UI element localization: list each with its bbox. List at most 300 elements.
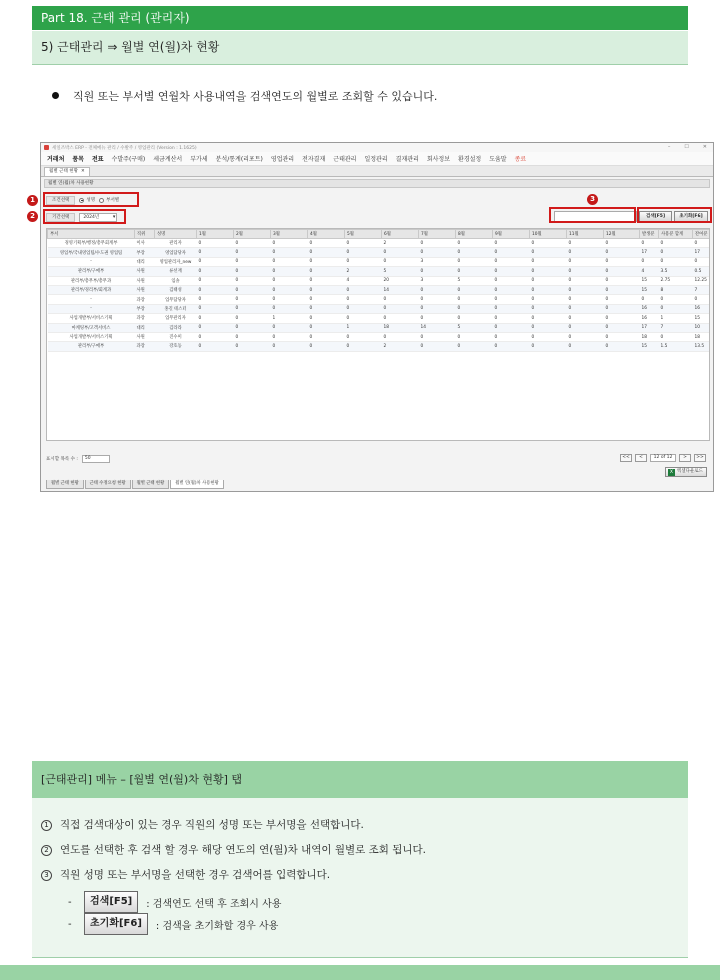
table-cell: 17 [693, 248, 711, 257]
table-cell: 0 [456, 314, 493, 323]
table-row[interactable] [48, 342, 711, 351]
table-cell: 0 [659, 257, 693, 266]
table-footer [46, 454, 710, 464]
part-title: Part 18. 근태 관리 (관리자) [32, 6, 688, 30]
first-page-button[interactable]: << [620, 454, 632, 462]
table-row[interactable] [48, 276, 711, 285]
table-cell: 0 [530, 314, 567, 323]
table-cell: 0 [419, 314, 456, 323]
table-cell: 0 [493, 267, 530, 276]
table-cell: 0 [308, 239, 345, 248]
column-header[interactable]: 12월 [604, 230, 640, 239]
table-cell: 2 [345, 267, 382, 276]
table-cell: 0 [604, 342, 640, 351]
table-cell: 0.5 [693, 267, 711, 276]
column-header[interactable]: 성명 [155, 230, 197, 239]
page-size-select[interactable]: 50 [82, 455, 110, 463]
table-cell: 0 [604, 248, 640, 257]
table-cell: 5 [456, 276, 493, 285]
radio-name-label: 성명 [86, 198, 96, 203]
table-cell: 0 [345, 332, 382, 341]
circled-number: 3 [41, 870, 52, 881]
page-size-label: 표시할 목록 수 : [46, 457, 78, 462]
table-cell: - [48, 257, 135, 266]
table-cell: 0 [234, 257, 271, 266]
table-cell: 대리 [135, 323, 155, 332]
table-cell: 14 [419, 323, 456, 332]
column-header[interactable]: 발생분 [640, 230, 659, 239]
column-header[interactable]: 잔여분 [693, 230, 711, 239]
table-cell: 0 [659, 248, 693, 257]
column-header[interactable]: 1월 [197, 230, 234, 239]
tab-monthly-attendance-2[interactable]: 월별 근태 현황 [132, 480, 170, 489]
table-header-row [48, 230, 711, 239]
callout-box-period [43, 209, 126, 224]
table-cell: 8 [659, 285, 693, 294]
table-cell: 0 [567, 257, 604, 266]
menu-item-payment[interactable]: 결재관리 [395, 156, 419, 163]
legend-search-button: 검색[F5] [84, 891, 138, 913]
table-cell: 0 [456, 239, 493, 248]
table-cell: 이사 [135, 239, 155, 248]
intro-line [52, 88, 437, 104]
table-cell: 0 [197, 342, 234, 351]
table-row[interactable] [48, 304, 711, 313]
table-cell: 0 [659, 332, 693, 341]
table-cell: 0 [234, 323, 271, 332]
table-cell: 2 [382, 342, 419, 351]
table-cell: 0 [493, 314, 530, 323]
table-cell: 관리부/경리부/회계과 [48, 285, 135, 294]
table-cell: 0 [271, 267, 308, 276]
description-item-2 [41, 842, 426, 857]
table-cell: 0 [271, 295, 308, 304]
menu-item-help[interactable]: 도움말 [489, 156, 507, 163]
table-cell: 0 [659, 239, 693, 248]
table-cell: 0 [659, 304, 693, 313]
table-cell: 홍길 테스터 [155, 304, 197, 313]
legend-reset [68, 913, 278, 935]
callout-badge-3: 3 [587, 194, 598, 205]
table-cell: 0 [234, 342, 271, 351]
table-cell: 0 [419, 304, 456, 313]
column-header[interactable]: 11월 [567, 230, 604, 239]
table-cell: 0 [693, 239, 711, 248]
table-cell: 0 [604, 332, 640, 341]
column-header[interactable]: 7월 [419, 230, 456, 239]
table-cell: 0 [419, 239, 456, 248]
prev-page-button[interactable]: < [635, 454, 647, 462]
description-text: 연도를 선택한 후 검색 할 경우 해당 연도의 연(월)차 내역이 월별로 조회 됩니다. [60, 844, 427, 856]
table-cell: 0 [567, 285, 604, 294]
table-cell: 0 [567, 267, 604, 276]
circled-number: 1 [41, 820, 52, 831]
table-cell: 0 [493, 332, 530, 341]
table-cell: 김태성 [155, 285, 197, 294]
table-cell: 0 [567, 248, 604, 257]
table-cell: 0 [567, 314, 604, 323]
column-header[interactable]: 부서 [48, 230, 135, 239]
menu-item-clients[interactable]: 거래처 [47, 156, 65, 163]
pagination [620, 454, 706, 462]
next-page-button[interactable]: > [679, 454, 691, 462]
table-cell: 0 [604, 257, 640, 266]
table-cell: 사원 [135, 332, 155, 341]
table-cell: 대리 [135, 257, 155, 266]
legend-search-text: : 검색연도 선택 후 조회시 사용 [146, 898, 282, 910]
legend-reset-text: : 검색을 초기화할 경우 사용 [155, 920, 279, 932]
table-cell: 0 [693, 295, 711, 304]
table-cell: 0 [604, 295, 640, 304]
table-cell: 관리부/총무부/총무과 [48, 276, 135, 285]
table-cell: 0 [345, 304, 382, 313]
menu-item-exit[interactable]: 종료 [514, 156, 527, 163]
table-cell: 0 [530, 276, 567, 285]
table-row[interactable] [48, 323, 711, 332]
table-cell: 0 [234, 285, 271, 294]
leave-table-grid [46, 228, 710, 441]
table-cell: 0 [530, 295, 567, 304]
table-row[interactable] [48, 332, 711, 341]
table-cell: 0 [419, 285, 456, 294]
table-row[interactable] [48, 285, 711, 294]
description-panel [32, 798, 688, 958]
table-cell: 0 [456, 304, 493, 313]
minimize-icon[interactable]: – [667, 144, 671, 150]
table-cell: 20 [382, 276, 419, 285]
menu-item-sales[interactable]: 영업관리 [270, 156, 295, 163]
table-cell: 0 [197, 314, 234, 323]
table-cell: 0 [308, 332, 345, 341]
last-page-button[interactable]: >> [694, 454, 706, 462]
table-cell: 12.25 [693, 276, 711, 285]
table-cell: 0 [197, 285, 234, 294]
table-cell: 0 [345, 314, 382, 323]
table-cell: 4 [640, 267, 659, 276]
table-cell: 0 [604, 276, 640, 285]
column-header[interactable]: 10월 [530, 230, 567, 239]
table-cell: 0 [419, 267, 456, 276]
table-cell: 0 [382, 332, 419, 341]
table-cell: 15 [640, 276, 659, 285]
reset-button[interactable]: 초기화[F6] [674, 211, 708, 222]
menu-item-reports[interactable]: 분석/통계(리포트) [215, 156, 263, 163]
table-cell: 부장 [135, 248, 155, 257]
table-cell: 0 [197, 248, 234, 257]
page-info: 12 of 12 [650, 454, 676, 462]
menu-item-attendance[interactable]: 근태관리 [333, 156, 357, 163]
legend-search [68, 891, 281, 913]
legend-reset-button: 초기화[F6] [84, 913, 148, 935]
menu-item-schedule[interactable]: 일정관리 [364, 156, 388, 163]
excel-icon: X [669, 469, 673, 475]
table-cell: 진수미 [155, 332, 197, 341]
table-cell: 0 [271, 257, 308, 266]
menu-item-orders[interactable]: 수발주(구매) [111, 156, 146, 163]
table-row[interactable] [48, 267, 711, 276]
document-tab-strip [41, 166, 713, 177]
table-cell: 16 [693, 304, 711, 313]
table-cell: 0 [382, 257, 419, 266]
section-title: 5) 근태관리 ⇒ 월별 연(월)차 현황 [32, 31, 688, 65]
table-cell: 0 [493, 257, 530, 266]
description-text: 직원 성명 또는 부서명을 선택한 경우 검색어를 입력합니다. [60, 869, 331, 881]
table-cell: 3.5 [659, 267, 693, 276]
description-item-1 [41, 817, 364, 832]
table-cell: 0 [197, 257, 234, 266]
table-cell: 7 [693, 285, 711, 294]
table-cell: 0 [345, 285, 382, 294]
table-cell: 0 [693, 257, 711, 266]
table-cell: 사업개발부/서비스기획 [48, 314, 135, 323]
table-cell: 영업관리자_new [155, 257, 197, 266]
table-cell: 부장 [135, 304, 155, 313]
table-cell: 0 [493, 295, 530, 304]
table-cell: 2.75 [659, 276, 693, 285]
year-select[interactable]: 2024년 ▾ [79, 213, 117, 222]
table-cell: 0 [567, 276, 604, 285]
table-cell: 0 [382, 295, 419, 304]
column-header[interactable]: 6월 [382, 230, 419, 239]
table-cell: 0 [308, 314, 345, 323]
maximize-icon[interactable]: ☐ [684, 144, 689, 150]
table-cell: 0 [308, 295, 345, 304]
table-cell: 0 [345, 248, 382, 257]
table-cell: 0 [234, 332, 271, 341]
table-cell: 0 [234, 304, 271, 313]
table-cell: 0 [308, 257, 345, 266]
menu-item-items[interactable]: 품목 [72, 156, 84, 163]
table-cell: 0 [530, 257, 567, 266]
table-cell: 0 [345, 342, 382, 351]
column-header[interactable]: 3월 [271, 230, 308, 239]
table-cell: 0 [308, 342, 345, 351]
screen-subtitle: 월별 연(월)차 사용현황 [44, 179, 710, 188]
table-cell: 7 [659, 323, 693, 332]
table-cell: 0 [530, 285, 567, 294]
table-cell: 17 [640, 248, 659, 257]
table-cell: 0 [308, 276, 345, 285]
table-cell: 영업담당자 [155, 248, 197, 257]
table-cell: 0 [419, 248, 456, 257]
table-cell: 과장 [135, 314, 155, 323]
table-cell: 18 [640, 332, 659, 341]
table-cell: 5 [456, 323, 493, 332]
menu-item-slips[interactable]: 전표 [91, 156, 104, 163]
column-header[interactable]: 8월 [456, 230, 493, 239]
table-cell: 류선재 [155, 267, 197, 276]
table-cell: 0 [308, 304, 345, 313]
table-cell: 과장 [135, 342, 155, 351]
column-header[interactable]: 9월 [493, 230, 530, 239]
table-cell: 0 [308, 267, 345, 276]
table-cell: 임솔 [155, 276, 197, 285]
tab-monthly-leave-usage[interactable]: 월별 연(월)차 사용현황 [170, 480, 223, 489]
search-button[interactable]: 검색[F5] [639, 211, 672, 222]
table-cell: 강호동 [155, 342, 197, 351]
table-row[interactable] [48, 314, 711, 323]
table-cell: 1 [345, 323, 382, 332]
tab-monthly-attendance[interactable] [44, 167, 90, 176]
legend-dash: - [68, 896, 72, 908]
table-cell: 0 [567, 295, 604, 304]
table-cell: 사원 [135, 276, 155, 285]
table-cell: 사업개발부/서비스기획 [48, 332, 135, 341]
table-cell: 0 [530, 239, 567, 248]
table-cell: 0 [493, 285, 530, 294]
table-cell: 0 [567, 332, 604, 341]
callout-badge-2: 2 [27, 211, 38, 222]
table-row[interactable] [48, 239, 711, 248]
menu-item-vat[interactable]: 부가세 [190, 156, 208, 163]
table-cell: 0 [419, 332, 456, 341]
menu-item-settings[interactable]: 환경설정 [458, 156, 482, 163]
table-cell: 0 [308, 248, 345, 257]
table-cell: 0 [456, 267, 493, 276]
table-cell: 16 [640, 304, 659, 313]
table-cell: 0 [419, 295, 456, 304]
table-cell: 15 [640, 285, 659, 294]
window-title-bar [41, 143, 713, 152]
bullet-icon [52, 92, 59, 99]
table-cell: 17 [640, 323, 659, 332]
column-header[interactable]: 직위 [135, 230, 155, 239]
table-cell: 김라라 [155, 323, 197, 332]
app-logo-icon [44, 145, 49, 150]
table-row[interactable] [48, 248, 711, 257]
condition-label: 조건선택 [46, 196, 75, 205]
table-cell: 0 [530, 267, 567, 276]
table-cell: 0 [567, 304, 604, 313]
description-title: [근태관리] 메뉴 – [월별 연(월)차 현황] 탭 [32, 761, 688, 798]
description-item-3 [41, 867, 330, 882]
table-cell: 0 [456, 257, 493, 266]
table-cell: 0 [271, 332, 308, 341]
close-icon[interactable]: ✕ [702, 144, 707, 150]
table-cell: 0 [640, 239, 659, 248]
tab-monthly-attendance-bottom[interactable]: 월별 근태 현황 [46, 480, 84, 489]
table-cell: 0 [271, 342, 308, 351]
table-cell: 0 [197, 304, 234, 313]
table-cell: 15 [693, 314, 711, 323]
table-cell: 10 [693, 323, 711, 332]
table-cell: 0 [271, 304, 308, 313]
table-cell: 13.5 [693, 342, 711, 351]
table-cell: 0 [604, 314, 640, 323]
table-cell: 0 [382, 314, 419, 323]
tab-correction-requests[interactable]: 근태 수정요청 현황 [85, 480, 131, 489]
table-cell: 0 [604, 285, 640, 294]
table-cell: 0 [567, 239, 604, 248]
table-cell: 0 [530, 304, 567, 313]
table-cell: 1 [659, 314, 693, 323]
table-cell: 0 [234, 314, 271, 323]
table-cell: 0 [234, 276, 271, 285]
table-cell: 0 [271, 239, 308, 248]
table-cell: 0 [567, 323, 604, 332]
column-header[interactable]: 4월 [308, 230, 345, 239]
table-cell: 0 [271, 285, 308, 294]
table-cell: 0 [604, 267, 640, 276]
table-cell: 3 [419, 276, 456, 285]
table-cell: 0 [567, 342, 604, 351]
intro-text: 직원 또는 부서별 연월차 사용내역을 검색연도의 월별로 조회할 수 있습니다. [73, 90, 438, 103]
table-row[interactable] [48, 295, 711, 304]
table-cell: 0 [493, 304, 530, 313]
table-cell: 영업부/국내영업팀/수도권 영업팀 [48, 248, 135, 257]
menu-item-approval[interactable]: 전자결재 [302, 156, 326, 163]
table-cell: 1.5 [659, 342, 693, 351]
table-cell: 0 [530, 323, 567, 332]
table-cell: 0 [197, 276, 234, 285]
table-cell: 0 [197, 323, 234, 332]
callout-box-search [549, 207, 636, 223]
callout-badge-1: 1 [27, 195, 38, 206]
table-cell: 0 [640, 295, 659, 304]
table-cell: 0 [456, 248, 493, 257]
table-cell: 0 [197, 332, 234, 341]
table-cell: 18 [382, 323, 419, 332]
table-cell: 0 [456, 295, 493, 304]
tab-close-icon[interactable]: ✕ [80, 169, 85, 174]
table-cell: 0 [345, 295, 382, 304]
table-cell: 관리부/구매부 [48, 342, 135, 351]
table-cell: 0 [308, 285, 345, 294]
table-cell: 0 [493, 239, 530, 248]
menu-item-tax-invoice[interactable]: 세금계산서 [153, 156, 183, 163]
table-cell: 0 [493, 248, 530, 257]
table-row[interactable] [48, 257, 711, 266]
window-title: 세일즈박스 ERP - 전체메뉴 관리 / 수발주 / 영업관리 (Version : 1.1625) [52, 145, 197, 151]
table-cell: 0 [530, 332, 567, 341]
table-cell: 15 [640, 342, 659, 351]
table-cell: 0 [271, 248, 308, 257]
bottom-tab-strip [46, 480, 225, 490]
table-cell: 과장 [135, 295, 155, 304]
table-cell: - [48, 295, 135, 304]
column-header[interactable]: 5월 [345, 230, 382, 239]
excel-download-button[interactable] [665, 467, 707, 477]
column-header[interactable]: 2월 [234, 230, 271, 239]
table-cell: 0 [419, 342, 456, 351]
table-cell: 0 [493, 323, 530, 332]
table-cell: - [48, 304, 135, 313]
description-text: 직접 검색대상이 있는 경우 직원의 성명 또는 부서명을 선택합니다. [60, 819, 364, 831]
tab-label: 월별 근태 현황 [49, 169, 78, 174]
table-cell: 1 [271, 314, 308, 323]
period-label: 기간선택 [46, 213, 75, 222]
table-cell: 0 [530, 342, 567, 351]
column-header[interactable]: 사용분 합계 [659, 230, 693, 239]
table-cell: 0 [493, 276, 530, 285]
menu-item-company[interactable]: 회사정보 [426, 156, 451, 163]
table-cell: 0 [345, 239, 382, 248]
main-menu-bar [41, 152, 713, 166]
table-cell: 0 [197, 239, 234, 248]
table-cell: 0 [604, 323, 640, 332]
table-cell: 사원 [135, 267, 155, 276]
table-cell: 업무관리자 [155, 314, 197, 323]
table-cell: 5 [382, 267, 419, 276]
callout-box-condition [43, 192, 139, 207]
table-cell: 2 [382, 239, 419, 248]
table-cell: 0 [604, 304, 640, 313]
table-cell: 0 [530, 248, 567, 257]
table-cell: 0 [271, 276, 308, 285]
table-cell: 사원 [135, 285, 155, 294]
table-cell: 0 [640, 257, 659, 266]
table-cell: 업무담당자 [155, 295, 197, 304]
